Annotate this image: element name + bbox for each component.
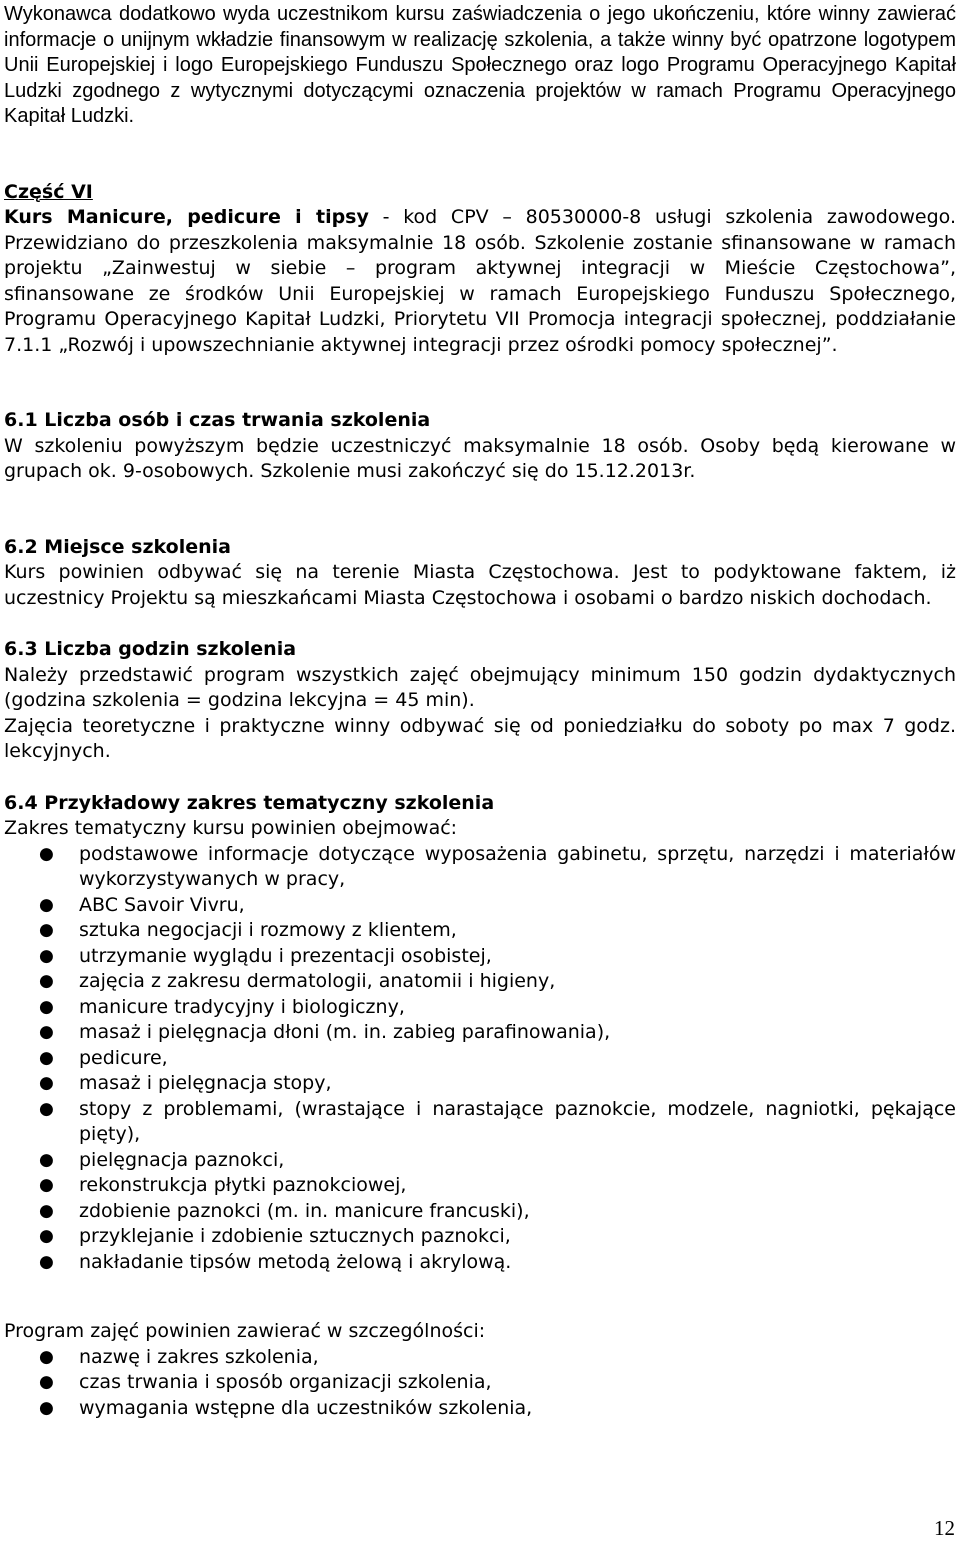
spacer	[4, 358, 956, 408]
list-item	[4, 842, 956, 893]
list-item	[4, 1046, 956, 1072]
part-heading	[4, 180, 956, 206]
section-number: 6.2	[4, 535, 38, 558]
list-item	[4, 1071, 956, 1097]
bullet-icon: ●	[39, 920, 54, 940]
section-paragraph: Zajęcia teoretyczne i praktyczne winny odbywać się od poniedziałku do soboty po max 7 godz. lekcyjnych.	[4, 714, 956, 762]
section-number: 6.3	[4, 638, 38, 660]
section-intro: Zakres tematyczny kursu powinien obejmować:	[4, 817, 458, 839]
bullet-icon: ●	[39, 971, 54, 991]
list-item-text: manicure tradycyjny i biologiczny,	[79, 995, 405, 1018]
bullet-icon: ●	[39, 1346, 54, 1367]
bullet-icon: ●	[39, 1251, 54, 1272]
list-item	[4, 1224, 956, 1250]
section-title: Przykładowy zakres tematyczny szkolenia	[37, 791, 495, 814]
spacer	[4, 485, 956, 535]
spacer	[4, 1275, 956, 1319]
list-item-text: utrzymanie wyglądu i prezentacji osobistej,	[79, 944, 492, 967]
list-item-text: pielęgnacja paznokci,	[79, 1148, 285, 1171]
section-title: Liczba godzin szkolenia	[37, 638, 297, 660]
bullet-icon: ●	[39, 1022, 54, 1042]
bullet-icon: ●	[39, 894, 54, 915]
bullet-icon: ●	[39, 996, 54, 1017]
program-list	[4, 1345, 956, 1422]
list-item-text: rekonstrukcja płytki paznokciowej,	[79, 1174, 407, 1196]
bullet-icon: ●	[39, 843, 54, 864]
spacer	[4, 611, 956, 637]
list-item	[4, 1097, 956, 1148]
bullet-icon: ●	[39, 1226, 54, 1246]
section-heading	[4, 637, 956, 663]
list-item	[4, 1199, 956, 1225]
list-item-text: zajęcia z zakresu dermatologii, anatomii i higieny,	[79, 970, 556, 992]
section-title: Miejsce szkolenia	[37, 535, 231, 558]
bullet-icon: ●	[39, 1200, 54, 1221]
list-item-text: nazwę i zakres szkolenia,	[79, 1345, 319, 1368]
list-item-text: ABC Savoir Vivru,	[79, 893, 245, 916]
section-paragraph: Kurs powinien odbywać się na terenie Miasta Częstochowa. Jest to podyktowane faktem, iż uczestnicy Projektu są mieszkańcami Miasta Częstochowa i osobami o bardzo niskich dochodach.	[4, 561, 956, 609]
page-number: 12	[934, 1516, 955, 1540]
intro-paragraph: Wykonawca dodatkowo wyda uczestnikom kursu zaświadczenia o jego ukończeniu, które winny zawierać informacje o unijnym wkładzie finansowym w realizację szkolenia, a także winny być opatrzone logotypem Unii Europejskiej i logo Europejskiego Funduszu Społecznego oraz logo Programu Operacyjnego Kapitał Ludzki zgodnego z wytycznymi dotyczącymi oznaczenia projektów w ramach Programu Operacyjnego Kapitał Ludzki.	[4, 3, 956, 127]
section-title: Liczba osób i czas trwania szkolenia	[37, 409, 431, 431]
list-item-text: pedicure,	[79, 1046, 168, 1069]
list-item	[4, 1396, 956, 1422]
document-page	[4, 2, 956, 1421]
list-item	[4, 944, 956, 970]
list-item	[4, 893, 956, 919]
section-heading	[4, 535, 956, 561]
list-item-text: podstawowe informacje dotyczące wyposażenia gabinetu, sprzętu, narzędzi i materiałów wykorzystywanych w pracy,	[79, 842, 956, 890]
bullet-icon: ●	[39, 1397, 54, 1418]
bullet-icon: ●	[39, 1149, 54, 1170]
list-item	[4, 1250, 956, 1276]
course-name: Kurs Manicure, pedicure i tipsy	[4, 206, 369, 228]
spacer	[4, 765, 956, 791]
part-description	[4, 205, 956, 358]
list-item-text: nakładanie tipsów metodą żelową i akrylową.	[79, 1250, 512, 1273]
list-item-text: stopy z problemami, (wrastające i narastające paznokcie, modzele, nagniotki, pękające pięty),	[79, 1097, 956, 1145]
section-paragraph: Należy przedstawić program wszystkich zajęć obejmujący minimum 150 godzin dydaktycznych (godzina szkolenia = godzina lekcyjna = 45 min).	[4, 663, 956, 711]
list-item-text: masaż i pielęgnacja stopy,	[79, 1072, 332, 1094]
list-item-text: zdobienie paznokci (m. in. manicure francuski),	[79, 1199, 530, 1222]
bullet-icon: ●	[39, 1372, 54, 1392]
bullet-icon: ●	[39, 1175, 54, 1195]
list-item-text: przyklejanie i zdobienie sztucznych paznokci,	[79, 1225, 511, 1247]
section-number: 6.1	[4, 409, 38, 431]
list-item	[4, 969, 956, 995]
list-item	[4, 1370, 956, 1396]
bullet-icon: ●	[39, 945, 54, 966]
list-item-text: masaż i pielęgnacja dłoni (m. in. zabieg parafinowania),	[79, 1021, 611, 1043]
bullet-icon: ●	[39, 1047, 54, 1068]
bullet-icon: ●	[39, 1098, 54, 1119]
list-item	[4, 1173, 956, 1199]
spacer	[4, 130, 956, 180]
list-item	[4, 1345, 956, 1371]
section-heading	[4, 408, 956, 434]
list-item	[4, 1148, 956, 1174]
section-paragraph: W szkoleniu powyższym będzie uczestniczyć maksymalnie 18 osób. Osoby będą kierowane w grupach ok. 9-osobowych. Szkolenie musi zakończyć się do 15.12.2013r.	[4, 434, 956, 482]
list-item-text: czas trwania i sposób organizacji szkolenia,	[79, 1371, 492, 1393]
list-item	[4, 918, 956, 944]
part-description-text: - kod CPV – 80530000-8 usługi szkolenia zawodowego. Przewidziano do przeszkolenia maksymalnie 18 osób. Szkolenie zostanie sfinansowane w ramach projektu „Zainwestuj w siebie – program aktywnej integracji w Mieście Częstochowa”, sfinansowane ze środków Unii Europejskiej w ramach Europejskiego Funduszu Społecznego, Programu Operacyjnego Kapitał Ludzki, Priorytetu VII Promocja integracji społecznej, poddziałanie 7.1.1 „Rozwój i upowszechnianie aktywnej integracji przez ośrodki pomocy społecznej”.	[4, 206, 956, 356]
section-heading	[4, 791, 956, 817]
list-item-text: sztuka negocjacji i rozmowy z klientem,	[79, 919, 457, 941]
topic-list	[4, 842, 956, 1276]
list-item-text: wymagania wstępne dla uczestników szkolenia,	[79, 1396, 533, 1419]
section-number: 6.4	[4, 791, 38, 814]
list-item	[4, 995, 956, 1021]
bullet-icon: ●	[39, 1073, 54, 1093]
part-title: Część VI	[4, 180, 93, 203]
list-item	[4, 1020, 956, 1046]
program-intro: Program zajęć powinien zawierać w szczególności:	[4, 1320, 486, 1342]
